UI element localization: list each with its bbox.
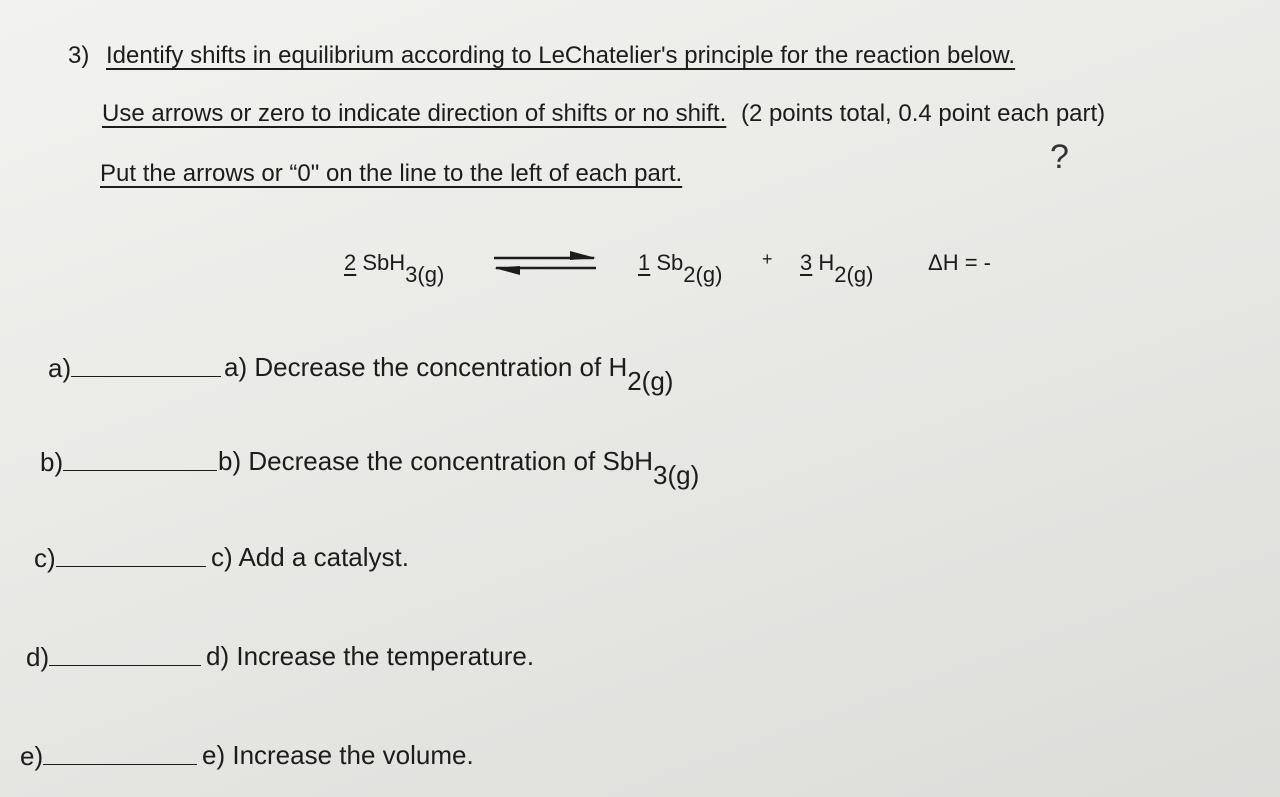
part-d-text: d) Increase the temperature. (206, 641, 535, 671)
delta-h: ΔH = - (928, 250, 991, 275)
question-title: Identify shifts in equilibrium according to LeChatelier's principle for the reaction below. (106, 42, 1016, 69)
part-a-text: a) Decrease the concentration of H (224, 352, 628, 382)
part-e-marker: e) (20, 741, 44, 771)
reactant-formula: SbH (362, 250, 406, 275)
part-a-answer-line[interactable] (71, 352, 221, 377)
reactant-coefficient: 2 (344, 250, 357, 275)
question-number: 3) (68, 42, 90, 69)
handwritten-question-mark: ? (1050, 138, 1069, 176)
equilibrium-arrows-icon (490, 250, 600, 276)
product-sb-formula: Sb (656, 250, 684, 275)
product-sb (638, 250, 722, 288)
instruction-line-1 (102, 100, 1105, 128)
product-h-coefficient: 3 (800, 250, 813, 275)
part-a-subscript: 2(g) (627, 366, 674, 396)
part-b-text-row (218, 446, 699, 491)
instruction-placement: Put the arrows or “0" on the line to the left of each part. (100, 160, 683, 187)
product-sb-state: 2(g) (683, 262, 723, 287)
part-e-row (20, 740, 197, 772)
part-c-text: c) Add a catalyst. (211, 542, 409, 572)
part-d-answer-line[interactable] (49, 641, 201, 666)
part-d-marker: d) (26, 642, 50, 672)
part-c-marker: c) (34, 543, 56, 573)
question-header (68, 42, 1015, 70)
instruction-shift: Use arrows or zero to indicate direction of shifts or no shift. (102, 100, 727, 127)
part-a-text-row (224, 352, 673, 397)
part-b-subscript: 3(g) (653, 460, 700, 490)
part-e-text: e) Increase the volume. (202, 740, 474, 770)
instruction-points: (2 points total, 0.4 point each part) (740, 100, 1106, 127)
part-b-row (40, 446, 217, 478)
part-b-answer-line[interactable] (63, 446, 217, 471)
part-d-row (26, 641, 201, 673)
part-b-marker: b) (40, 447, 64, 477)
reactant-state: 3(g) (405, 262, 445, 287)
part-c-answer-line[interactable] (56, 542, 206, 567)
instruction-line-2 (100, 160, 682, 188)
part-a-row (48, 352, 221, 384)
product-sb-coefficient: 1 (638, 250, 651, 275)
reactant (344, 250, 444, 288)
part-e-answer-line[interactable] (43, 740, 197, 765)
part-c-row (34, 542, 206, 574)
product-h-state: 2(g) (834, 262, 874, 287)
product-h-formula: H (818, 250, 835, 275)
part-a-marker: a) (48, 353, 72, 383)
part-b-text: b) Decrease the concentration of SbH (218, 446, 654, 476)
plus-sign: + (762, 249, 773, 269)
product-h (800, 250, 873, 288)
